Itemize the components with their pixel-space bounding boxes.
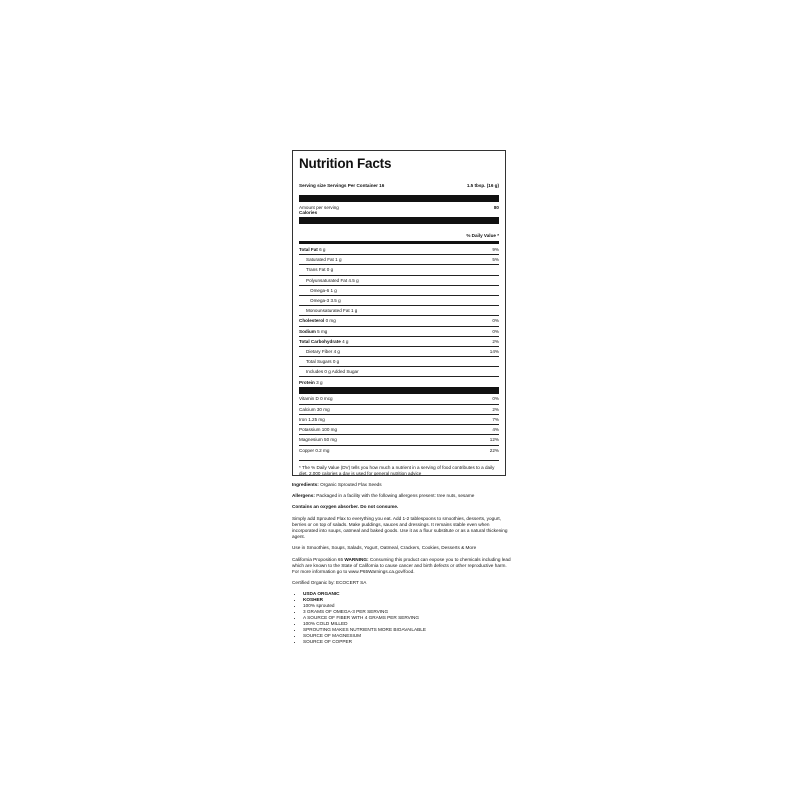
nutrient-amount: 1 g	[350, 308, 358, 314]
vitamin-dv: 0%	[492, 396, 499, 402]
nutrient-dv: 5%	[492, 257, 499, 263]
nutrient-label: Sodium	[299, 328, 316, 334]
nutrient-dv: 0%	[492, 328, 499, 334]
list-item: • USDA ORGANIC	[303, 591, 512, 597]
nutrient-amount: 1 g	[335, 257, 342, 263]
list-item: • KOSHER	[303, 597, 512, 603]
oxygen-absorber-warning: Contains an oxygen absorber. Do not consume.	[292, 504, 399, 510]
nutrient-amount: 5 mg	[317, 328, 328, 334]
nutrient-amount: 0 g	[326, 267, 334, 273]
nutrient-label: Cholesterol	[299, 318, 325, 324]
vitamin-label: Vitamin D 0 mcg	[299, 396, 333, 402]
nutrient-label: Polyunsaturated Fat	[306, 277, 348, 283]
daily-value-header: % Daily Value *	[466, 233, 499, 238]
nutrient-dv: 2%	[492, 338, 499, 344]
allergens-line	[292, 493, 512, 499]
nutrient-label: Dietary Fiber	[306, 348, 333, 354]
ingredients-text: Organic Sprouted Flax Seeds	[318, 482, 382, 487]
nutrition-facts-panel	[292, 150, 506, 476]
allergens-text: Packaged in a facility with the following allergens present: tree nuts, sesame	[314, 493, 475, 499]
amount-per-serving-label: Amount per serving	[299, 205, 339, 210]
vitamin-dv: 22%	[489, 447, 499, 453]
feature-list	[292, 591, 512, 645]
nutrient-row-added-sugar	[299, 366, 499, 376]
list-item: • A SOURCE OF FIBER WITH 4 GRAMS PER SERVING	[303, 615, 512, 621]
usage-text: Simply add Sprouted Flax to everything you eat. Add 1-2 tablespoons to smoothies, desserts, yogurt, berries or on top of salads. Make puddings, sauces and dressings. It remains stable even when incorporated into soups, oatmeal and baked goods. Use it as a flour substitute or as a natural thickening agent.	[292, 515, 508, 540]
vitamin-label: Calcium 30 mg	[299, 406, 330, 412]
prop65-prefix: California Proposition 65	[292, 556, 345, 562]
ingredients-label: Ingredients:	[292, 482, 319, 487]
vitamin-dv: 2%	[492, 406, 499, 412]
nutrient-row-omega-6	[299, 285, 499, 295]
list-item: • 100% COLD MILLED	[303, 621, 512, 627]
nutrient-label: Total Fat	[299, 246, 318, 252]
list-item: • 100% sprouted	[303, 603, 512, 609]
divider-thick	[299, 195, 499, 202]
vitamin-label: Magnesium 50 mg	[299, 437, 337, 443]
nutrient-label: Includes 0 g Added Sugar	[306, 369, 359, 375]
vitamin-dv: 7%	[492, 417, 499, 423]
vitamin-label: Copper 0.2 mg	[299, 447, 330, 453]
serving-size-row	[299, 183, 499, 195]
certified-organic: Certified Organic by: ECOCERT SA	[292, 580, 367, 586]
serving-size-label: Serving size Servings Per Container 16	[299, 183, 385, 188]
vitamin-row-potassium	[299, 424, 499, 434]
nutrient-amount: 6 g	[319, 246, 326, 252]
nutrient-dv: 9%	[492, 246, 499, 252]
nutrient-label: Monounsaturated Fat	[306, 308, 350, 314]
nutrient-row-sodium	[299, 326, 499, 336]
prop65-warning	[292, 557, 512, 576]
nutrient-row-dietary-fiber	[299, 346, 499, 356]
nutrient-amount: 4.5 g	[348, 277, 359, 283]
nutrient-row-trans-fat	[299, 264, 499, 274]
serving-size-value: 1.5 tbsp. (16 g)	[466, 183, 499, 188]
vitamin-label: Potassium 100 mg	[299, 427, 338, 433]
prop65-text: Consuming this product can expose you to chemicals including lead which are known to the State of California to cause cancer and birth defects or other reproductive harm. For more information go to www.P65Warnings.ca.gov/food.	[292, 556, 511, 575]
calories-label: Calories	[299, 210, 318, 215]
nutrition-facts-title: Nutrition Facts	[299, 156, 392, 171]
nutrient-dv: 14%	[489, 348, 499, 354]
vitamin-dv: 12%	[489, 437, 499, 443]
prop65-label: WARNING:	[344, 556, 369, 562]
calories-row	[299, 205, 499, 217]
nutrient-amount: 4 g	[342, 338, 349, 344]
use-in-text: Use in Smoothies, Soups, Salads, Yogurt, Oatmeal, Crackers, Cookies, Desserts & More	[292, 545, 477, 551]
nutrient-label: Total Carbohydrate	[299, 338, 341, 344]
nutrient-row-protein	[299, 376, 499, 386]
nutrient-amount: 3.5 g	[330, 298, 341, 304]
nutrient-row-polyunsaturated-fat	[299, 275, 499, 285]
nutrient-label: Omega-6	[310, 287, 330, 293]
vitamin-row-magnesium	[299, 434, 499, 444]
list-item: • 3 GRAMS OF OMEGA-3 PER SERVING	[303, 609, 512, 615]
vitamin-label: Iron 1.25 mg	[299, 417, 325, 423]
nutrient-dv: 0%	[492, 318, 499, 324]
nutrient-amount: 0 g	[332, 359, 340, 365]
nutrient-amount: 4 g	[333, 348, 340, 354]
nutrient-amount: 3 g	[316, 379, 323, 385]
calories-value: 80	[493, 205, 499, 210]
nutrient-row-total-carbohydrate	[299, 336, 499, 346]
list-item: • SPROUTING MAKES NUTRIENTS MORE BIOAVAILABLE	[303, 627, 512, 633]
nutrient-row-cholesterol	[299, 315, 499, 325]
nutrient-row-omega-3	[299, 295, 499, 305]
nutrient-label: Saturated Fat	[306, 257, 334, 263]
nutrient-label: Total Sugars	[306, 359, 332, 365]
list-item: • SOURCE OF COPPER	[303, 639, 512, 645]
divider-thick	[299, 217, 499, 224]
ingredients-line	[292, 482, 512, 488]
divider-thick	[299, 387, 499, 394]
nutrient-row-saturated-fat	[299, 254, 499, 264]
daily-value-footnote: * The % Daily Value (DV) tells you how much a nutrient in a serving of food contributes to a daily diet. 2,000 calories a day is used for general nutrition advice	[299, 460, 499, 477]
allergens-label: Allergens:	[292, 493, 315, 499]
vitamin-dv: 4%	[492, 427, 499, 433]
nutrient-label: Omega-3	[310, 298, 330, 304]
nutrient-label: Trans Fat	[306, 267, 326, 273]
vitamin-row-vitamin-d	[299, 394, 499, 404]
nutrient-amount: 0 mg	[325, 318, 336, 324]
nutrient-amount: 1 g	[330, 287, 337, 293]
vitamin-row-iron	[299, 414, 499, 424]
nutrient-row-total-fat	[299, 244, 499, 254]
nutrient-label: Protein	[299, 379, 315, 385]
nutrient-row-monounsaturated-fat	[299, 305, 499, 315]
product-info	[292, 482, 512, 645]
vitamin-row-copper	[299, 445, 499, 455]
list-item: • SOURCE OF MAGNESIUM	[303, 633, 512, 639]
nutrient-row-total-sugars	[299, 356, 499, 366]
vitamin-row-calcium	[299, 404, 499, 414]
